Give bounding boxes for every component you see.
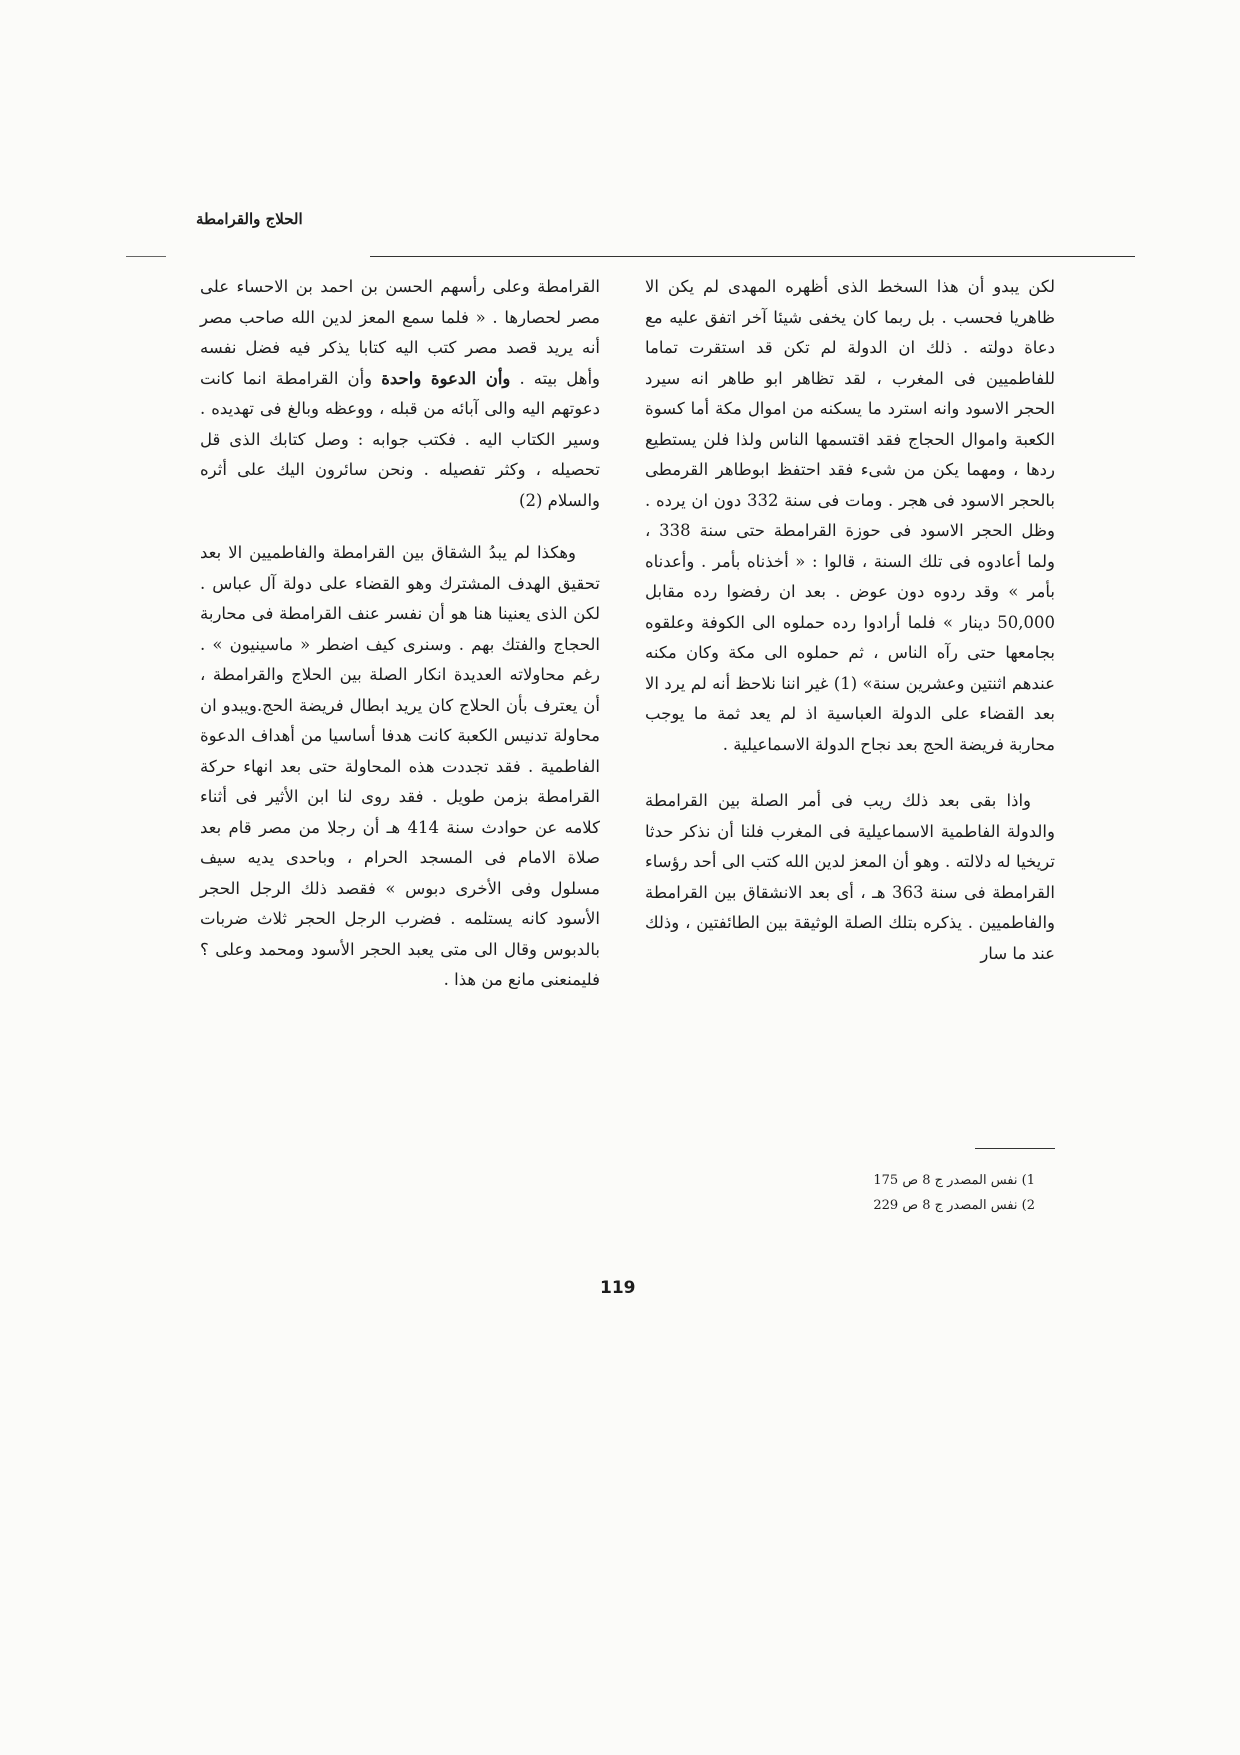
left-paragraph-1	[200, 272, 600, 516]
left-paragraph-1-text-b: وأن القرامطة انما كانت دعوتهم اليه والى آبائه من قبله ، ووعظه وبالغ فى تهديده . وسير الكتاب اليه . فكتب جوابه : وصل كتابك الذى قل تحصيله ، وكثر تفصيله . ونحن سائرون اليك على أثره والسلام (2)	[200, 368, 600, 510]
right-paragraph-2: واذا بقى بعد ذلك ريب فى أمر الصلة بين القرامطة والدولة الفاطمية الاسماعيلية فى المغرب فلنا أن نذكر حدثا تريخيا له دلالته . وهو أن المعز لدين الله كتب الى أحد رؤساء القرامطة فى سنة 363 هـ ، أى بعد الانشقاق بين القرامطة والفاطميين . يذكره بتلك الصلة الوثيقة بين الطائفتين ، وذلك عند ما سار	[645, 791, 1055, 963]
page-number: 119	[600, 1278, 636, 1298]
header-rule	[370, 256, 1135, 257]
footnote-1: 1) نفس المصدر ج 8 ص 175	[873, 1173, 1035, 1188]
right-paragraph-1: لكن يبدو أن هذا السخط الذى أظهره المهدى لم يكن الا ظاهريا فحسب . بل ربما كان يخفى شيئا آخر اتفق عليه مع دعاة دولته . ذلك ان الدولة لم تكن قد استقرت تماما للفاطميين فى المغرب ، لقد تظاهر ابو طاهر انه سيرد الحجر الاسود وانه استرد ما يسكنه من اموال مكة أما كسوة الكعبة واموال الحجاج فقد اقتسمها الناس ولذا فلن يستطيع ردها ، ومهما يكن من شىء فقد احتفظ ابوطاهر القرمطى بالحجر الاسود فى هجر . ومات فى سنة 332 دون ان يرده . وظل الحجر الاسود فى حوزة القرامطة حتى سنة 338 ، ولما أعادوه فى تلك السنة ، قالوا : « أخذناه بأمر . وأعدناه بأمر » وقد ردوه دون عوض . بعد ان رفضوا رده مقابل 50,000 دينار » فلما أرادوا رده حملوه الى الكوفة وعلقوه بجامعها حتى رآه الناس ، ثم حملوه الى مكة وكان مكنه عندهم اثنتين وعشرين سنة» (1) غير اننا نلاحظ أنه لم يرد الا بعد القضاء على الدولة العباسية اذ لم يعد ثمة ما يوجب محاربة فريضة الحج بعد نجاح الدولة الاسماعيلية .	[645, 277, 1055, 754]
footnote-rule	[975, 1148, 1055, 1149]
left-paragraph-1-text-a: القرامطة وعلى رأسهم الحسن بن احمد بن الاحساء على مصر لحصارها . « فلما سمع المعز لدين الله صاحب مصر أنه يريد قصد مصر كتب اليه كتابا يذكر فيه فضل نفسه وأهل بيته .	[200, 277, 600, 388]
left-paragraph-1-bold: وأن الدعوة واحدة	[381, 368, 511, 388]
right-column	[645, 272, 1055, 969]
left-paragraph-2: وهكذا لم يبدُ الشقاق بين القرامطة والفاطميين الا بعد تحقيق الهدف المشترك وهو القضاء على دولة آل عباس . لكن الذى يعنينا هنا هو أن نفسر عنف القرامطة فى محاربة الحجاج والفتك بهم . وسنرى كيف اضطر « ماسينيون » . رغم محاولاته العديدة انكار الصلة بين الحلاج والقرامطة ، أن يعترف بأن الحلاج كان يريد ابطال فريضة الحج.ويبدو ان محاولة تدنيس الكعبة كانت هدفا أساسيا من أهداف الدعوة الفاطمية . فقد تجددت هذه المحاولة حتى بعد انهاء حركة القرامطة بزمن طويل . فقد روى لنا ابن الأثير فى أثناء كلامه عن حوادث سنة 414 هـ أن رجلا من مصر قام بعد صلاة الامام فى المسجد الحرام ، وباحدى يديه سيف مسلول وفى الأخرى دبوس » فقصد ذلك الرجل الحجر الأسود كانه يستلمه . فضرب الرجل الحجر ثلاث ضربات بالدبوس وقال الى متى يعبد الحجر الأسود ومحمد وعلى ؟ فليمنعنى مانع من هذا .	[200, 543, 600, 989]
footnote-2: 2) نفس المصدر ج 8 ص 229	[873, 1198, 1035, 1213]
left-column	[200, 272, 600, 996]
header-rule-short	[126, 256, 166, 257]
running-title: الحلاج والقرامطة	[196, 210, 303, 228]
footnotes	[780, 1168, 1035, 1218]
